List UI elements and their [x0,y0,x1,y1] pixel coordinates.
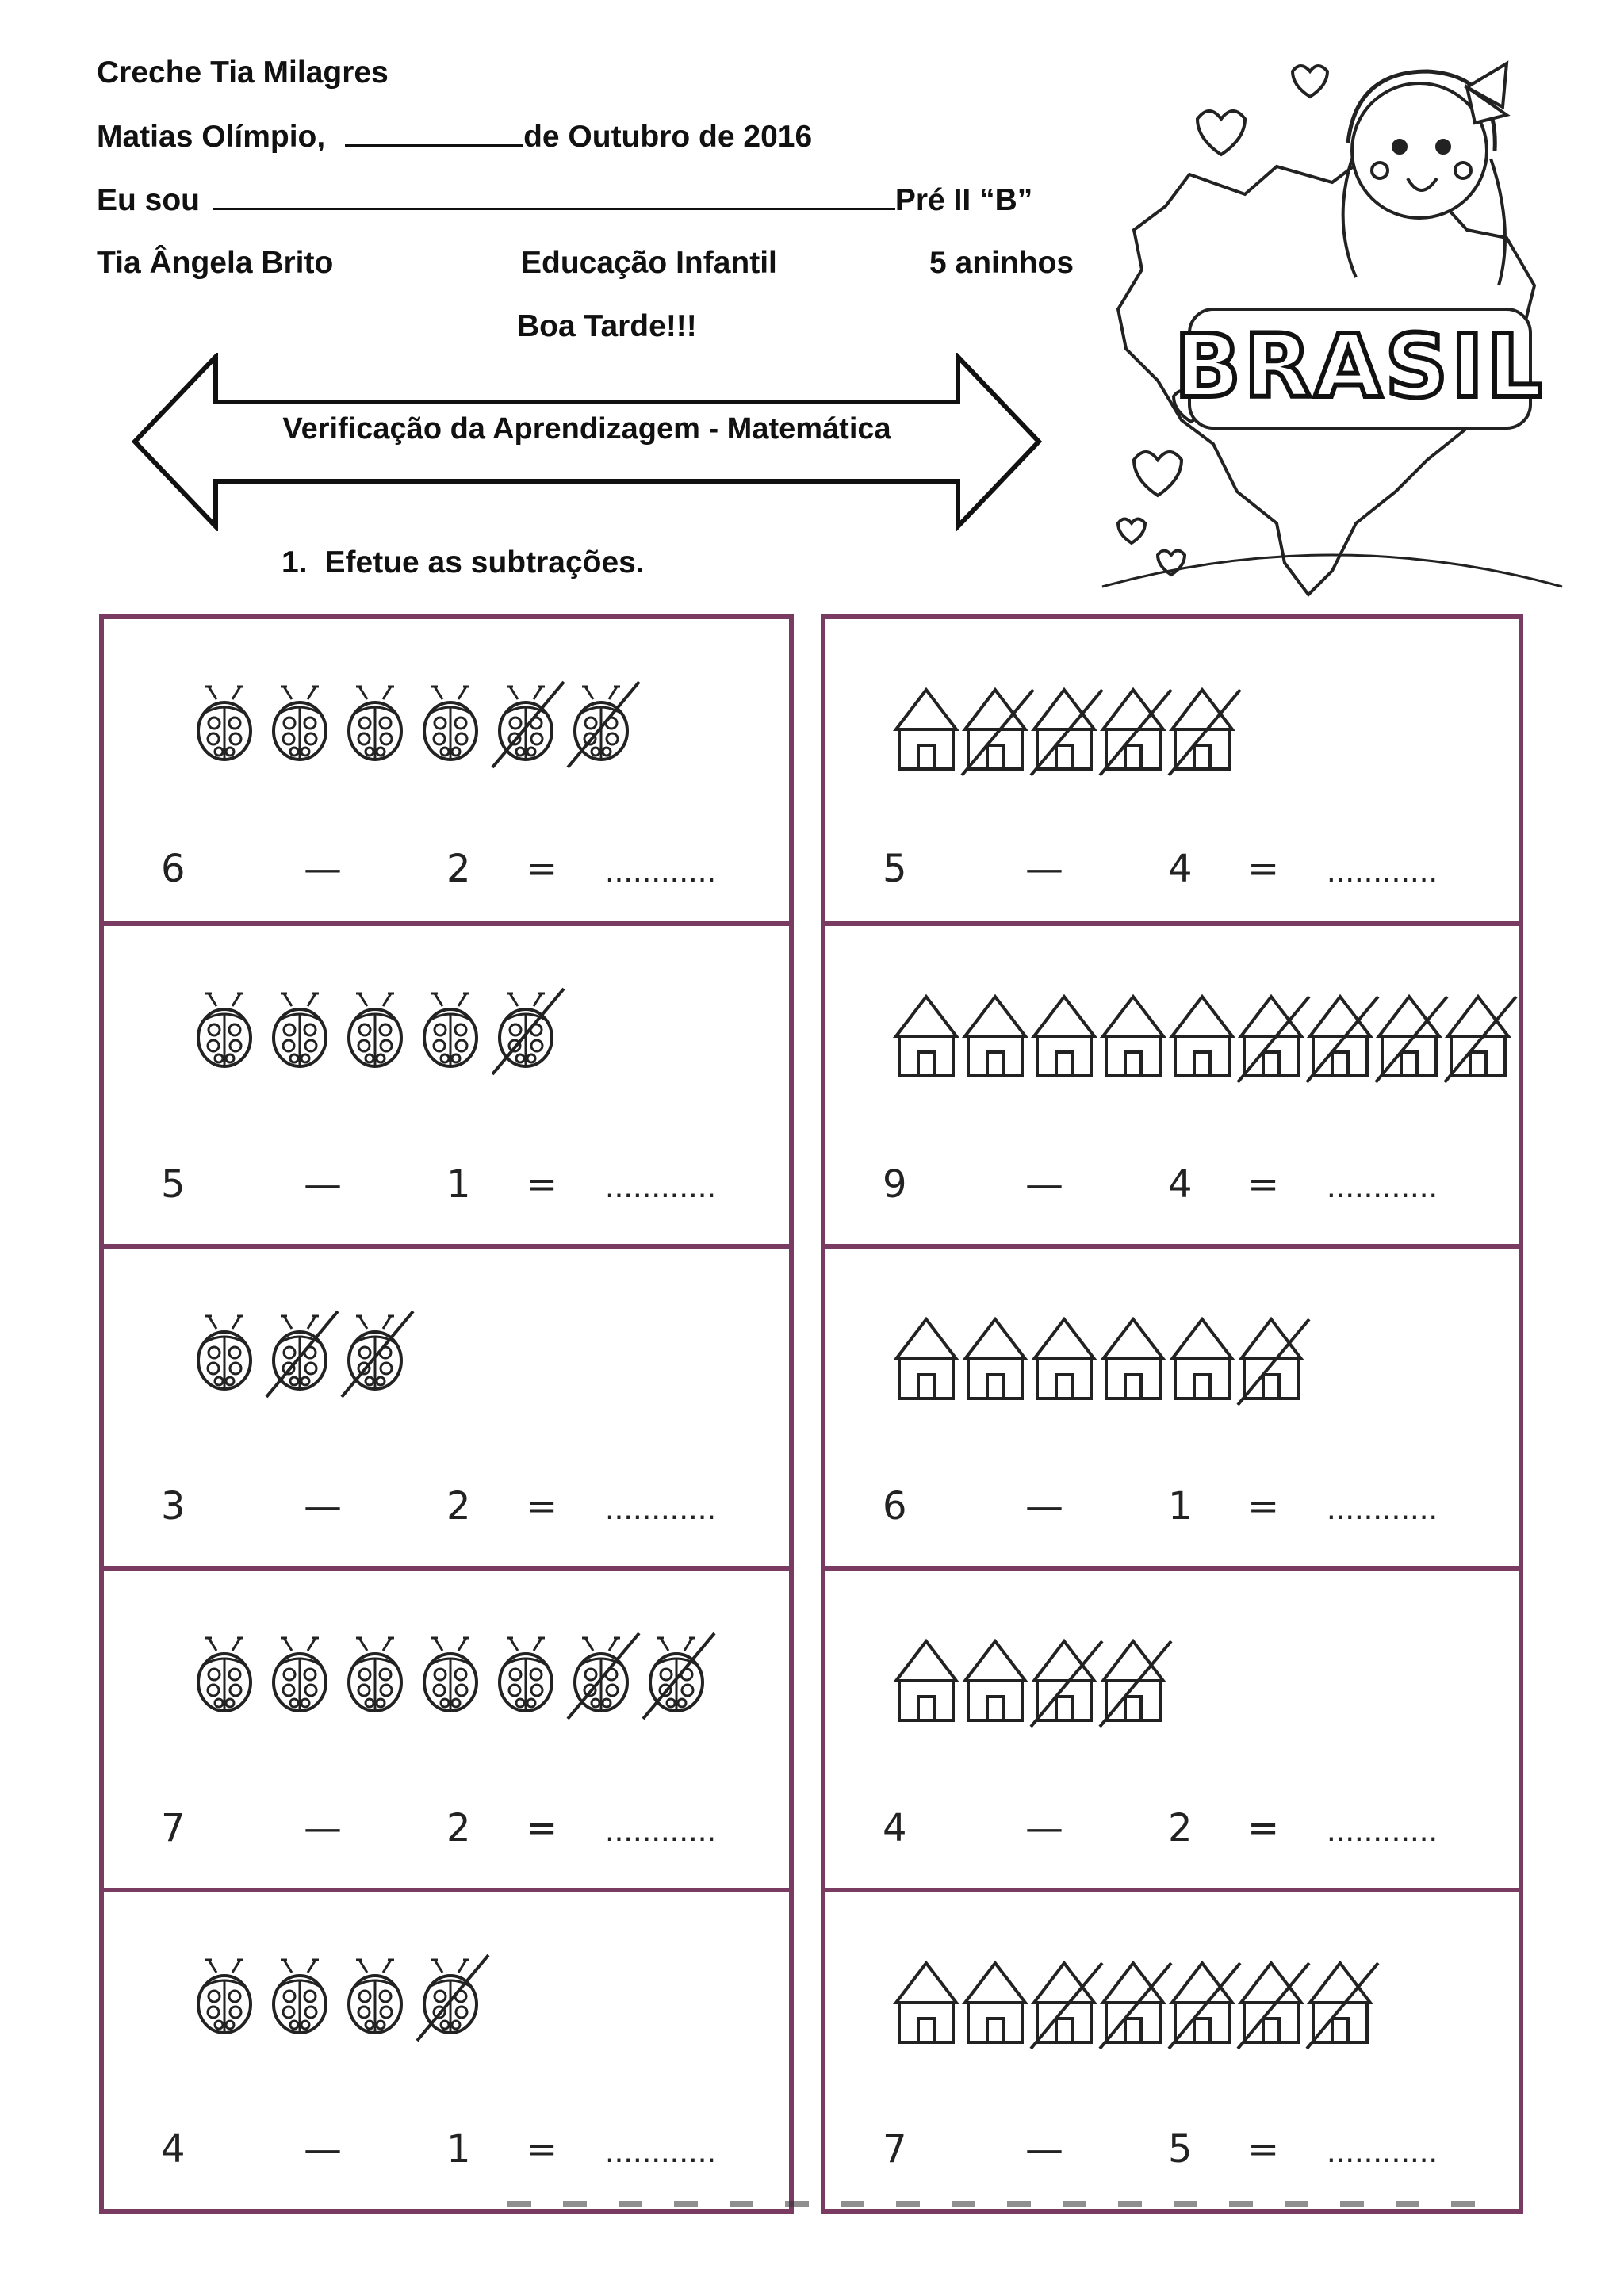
answer-blank[interactable]: ............ [605,1167,717,1204]
minus-sign: — [1025,2127,1063,2172]
answer-blank[interactable]: ............ [605,2132,717,2169]
date-suffix: de Outubro de 2016 [523,120,813,154]
subtrahend: 1 [446,1162,471,1207]
subject-name: Educação Infantil [521,246,777,280]
equals-sign: = [526,1806,558,1850]
subtrahend: 5 [1168,2127,1193,2172]
subtrahend: 4 [1168,847,1193,891]
answer-blank[interactable]: ............ [605,851,717,889]
minus-sign: — [1025,1806,1063,1850]
minus-sign: — [1025,1484,1063,1529]
minuend: 7 [883,2127,907,2172]
equals-sign: = [1247,847,1280,891]
name-label: Eu sou [97,183,201,217]
equals-sign: = [526,2127,558,2172]
question-number: 1. [282,545,308,580]
minuend: 5 [883,847,907,891]
class-label: Pré II “B” [894,183,1033,217]
subtrahend: 2 [1168,1806,1193,1850]
equals-sign: = [526,1484,558,1529]
minus-sign: — [304,1162,342,1207]
minus-sign: — [304,1484,342,1529]
cropped-footer-text [508,2201,1507,2207]
minuend: 5 [161,1162,186,1207]
subtrahend: 1 [1168,1484,1193,1529]
teacher-name: Tia Ângela Brito [97,246,334,280]
minuend: 4 [883,1806,907,1850]
minuend: 3 [161,1484,186,1529]
question-text: Efetue as subtrações. [324,545,645,580]
minuend: 6 [883,1484,907,1529]
banner-title: Verificação da Aprendizagem - Matemática [282,412,891,446]
equals-sign: = [526,847,558,891]
answer-blank[interactable]: ............ [1327,851,1438,889]
brasil-word: BRASIL [1174,316,1545,417]
subtrahend: 1 [446,2127,471,2172]
subtrahend: 4 [1168,1162,1193,1207]
equals-sign: = [526,1162,558,1207]
minuend: 9 [883,1162,907,1207]
equals-sign: = [1247,1484,1280,1529]
school-name: Creche Tia Milagres [97,55,389,90]
minus-sign: — [304,847,342,891]
answer-blank[interactable]: ............ [1327,1489,1438,1526]
equals-sign: = [1247,1806,1280,1850]
minus-sign: — [304,1806,342,1850]
equals-sign: = [1247,2127,1280,2172]
answer-blank[interactable]: ............ [1327,1811,1438,1848]
subtrahend: 2 [446,847,471,891]
answer-blank[interactable]: ............ [605,1811,717,1848]
minus-sign: — [304,2127,342,2172]
minus-sign: — [1025,847,1063,891]
equals-sign: = [1247,1162,1280,1207]
minuend: 6 [161,847,186,891]
answer-blank[interactable]: ............ [605,1489,717,1526]
answer-blank[interactable]: ............ [1327,2132,1438,2169]
subtrahend: 2 [446,1484,471,1529]
minuend: 4 [161,2127,186,2172]
answer-blank[interactable]: ............ [1327,1167,1438,1204]
minus-sign: — [1025,1162,1063,1207]
greeting: Boa Tarde!!! [517,309,697,343]
minuend: 7 [161,1806,186,1850]
age-label: 5 aninhos [929,246,1074,280]
subtrahend: 2 [446,1806,471,1850]
date-prefix: Matias Olímpio, [97,120,326,154]
